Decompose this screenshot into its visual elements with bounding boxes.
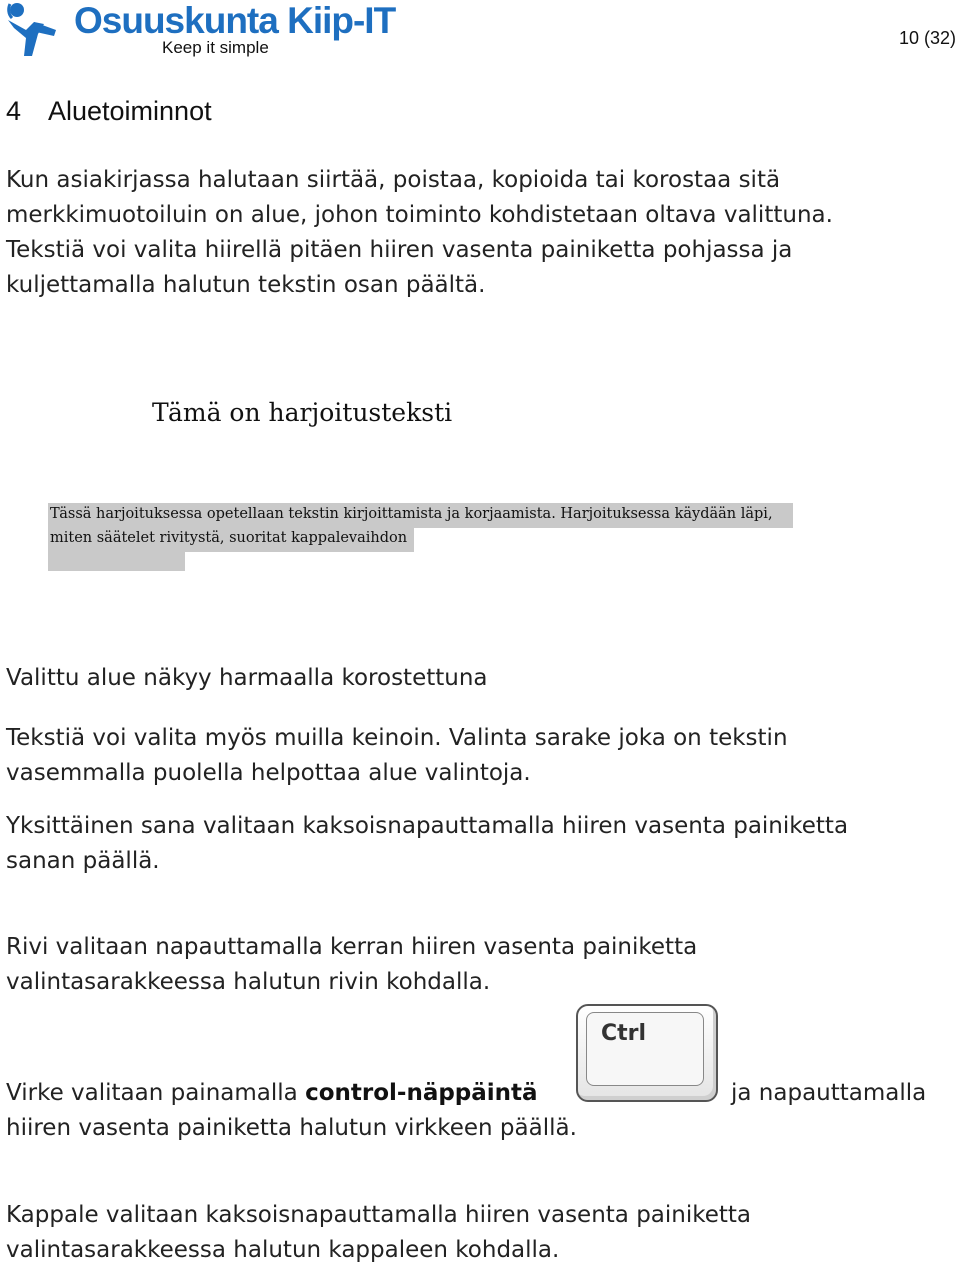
section-heading [6, 96, 212, 127]
ctrl-key-face [586, 1012, 704, 1086]
paragraph-line: sanan päällä. [6, 848, 160, 874]
intro-line: merkkimuotoiluin on alue, johon toiminto kohdistetaan oltava valittuna. [6, 202, 833, 228]
sentence-text-after: ja napauttamalla [731, 1080, 927, 1106]
sample-title: Tämä on harjoitusteksti [152, 398, 453, 427]
paragraph-line: valintasarakkeessa halutun rivin kohdalla. [6, 969, 491, 995]
intro-paragraph [6, 163, 946, 303]
intro-line: Kun asiakirjassa halutaan siirtää, poistaa, kopioida tai korostaa sitä [6, 167, 781, 193]
paragraph-selection-paragraph [6, 1198, 946, 1268]
sample-selected-text [48, 503, 793, 571]
paragraph-line: Tekstiä voi valita myös muilla keinoin. Valinta sarake joka on tekstin [6, 725, 788, 751]
paragraph-line: vasemmalla puolella helpottaa alue valintoja. [6, 760, 531, 786]
company-tagline: Keep it simple [162, 38, 269, 57]
sentence-text-before: Virke valitaan painamalla [6, 1080, 306, 1106]
paragraph-line: Yksittäinen sana valitaan kaksoisnapauttamalla hiiren vasenta painiketta [6, 813, 849, 839]
ctrl-key-label: Ctrl [601, 1021, 647, 1046]
company-logo [4, 0, 396, 60]
intro-line: kuljettamalla halutun tekstin osan päältä. [6, 272, 486, 298]
intro-line: Tekstiä voi valita hiirellä pitäen hiiren vasenta painiketta pohjassa ja [6, 237, 793, 263]
control-key-bold: control-näppäintä [305, 1080, 538, 1106]
waving-figure-icon [4, 0, 66, 58]
page-number: 10 (32) [898, 28, 956, 48]
sample-line: miten säätelet rivitystä, suoritat kappalevaihdon [50, 530, 408, 546]
sample-line: Tässä harjoituksessa opetellaan tekstin kirjoittamista ja korjaamista. Harjoituksessa käydään läpi, [50, 506, 773, 522]
selection-highlight [48, 552, 185, 571]
figure-caption [6, 661, 946, 696]
paragraph-line: hiiren vasenta painiketta halutun virkkeen päällä. [6, 1115, 577, 1141]
caption-text: Valittu alue näkyy harmaalla korostettuna [6, 665, 488, 691]
paragraph-line: Rivi valitaan napauttamalla kerran hiiren vasenta painiketta [6, 934, 698, 960]
paragraph-line: valintasarakkeessa halutun kappaleen kohdalla. [6, 1237, 560, 1263]
row-selection-paragraph [6, 930, 946, 1000]
word-selection-paragraph [6, 809, 946, 879]
section-number: 4 [6, 96, 22, 126]
company-name: Osuuskunta Kiip-IT [74, 0, 396, 41]
other-ways-paragraph [6, 721, 946, 791]
section-title: Aluetoiminnot [48, 96, 212, 126]
paragraph-line: Kappale valitaan kaksoisnapauttamalla hiiren vasenta painiketta [6, 1202, 752, 1228]
